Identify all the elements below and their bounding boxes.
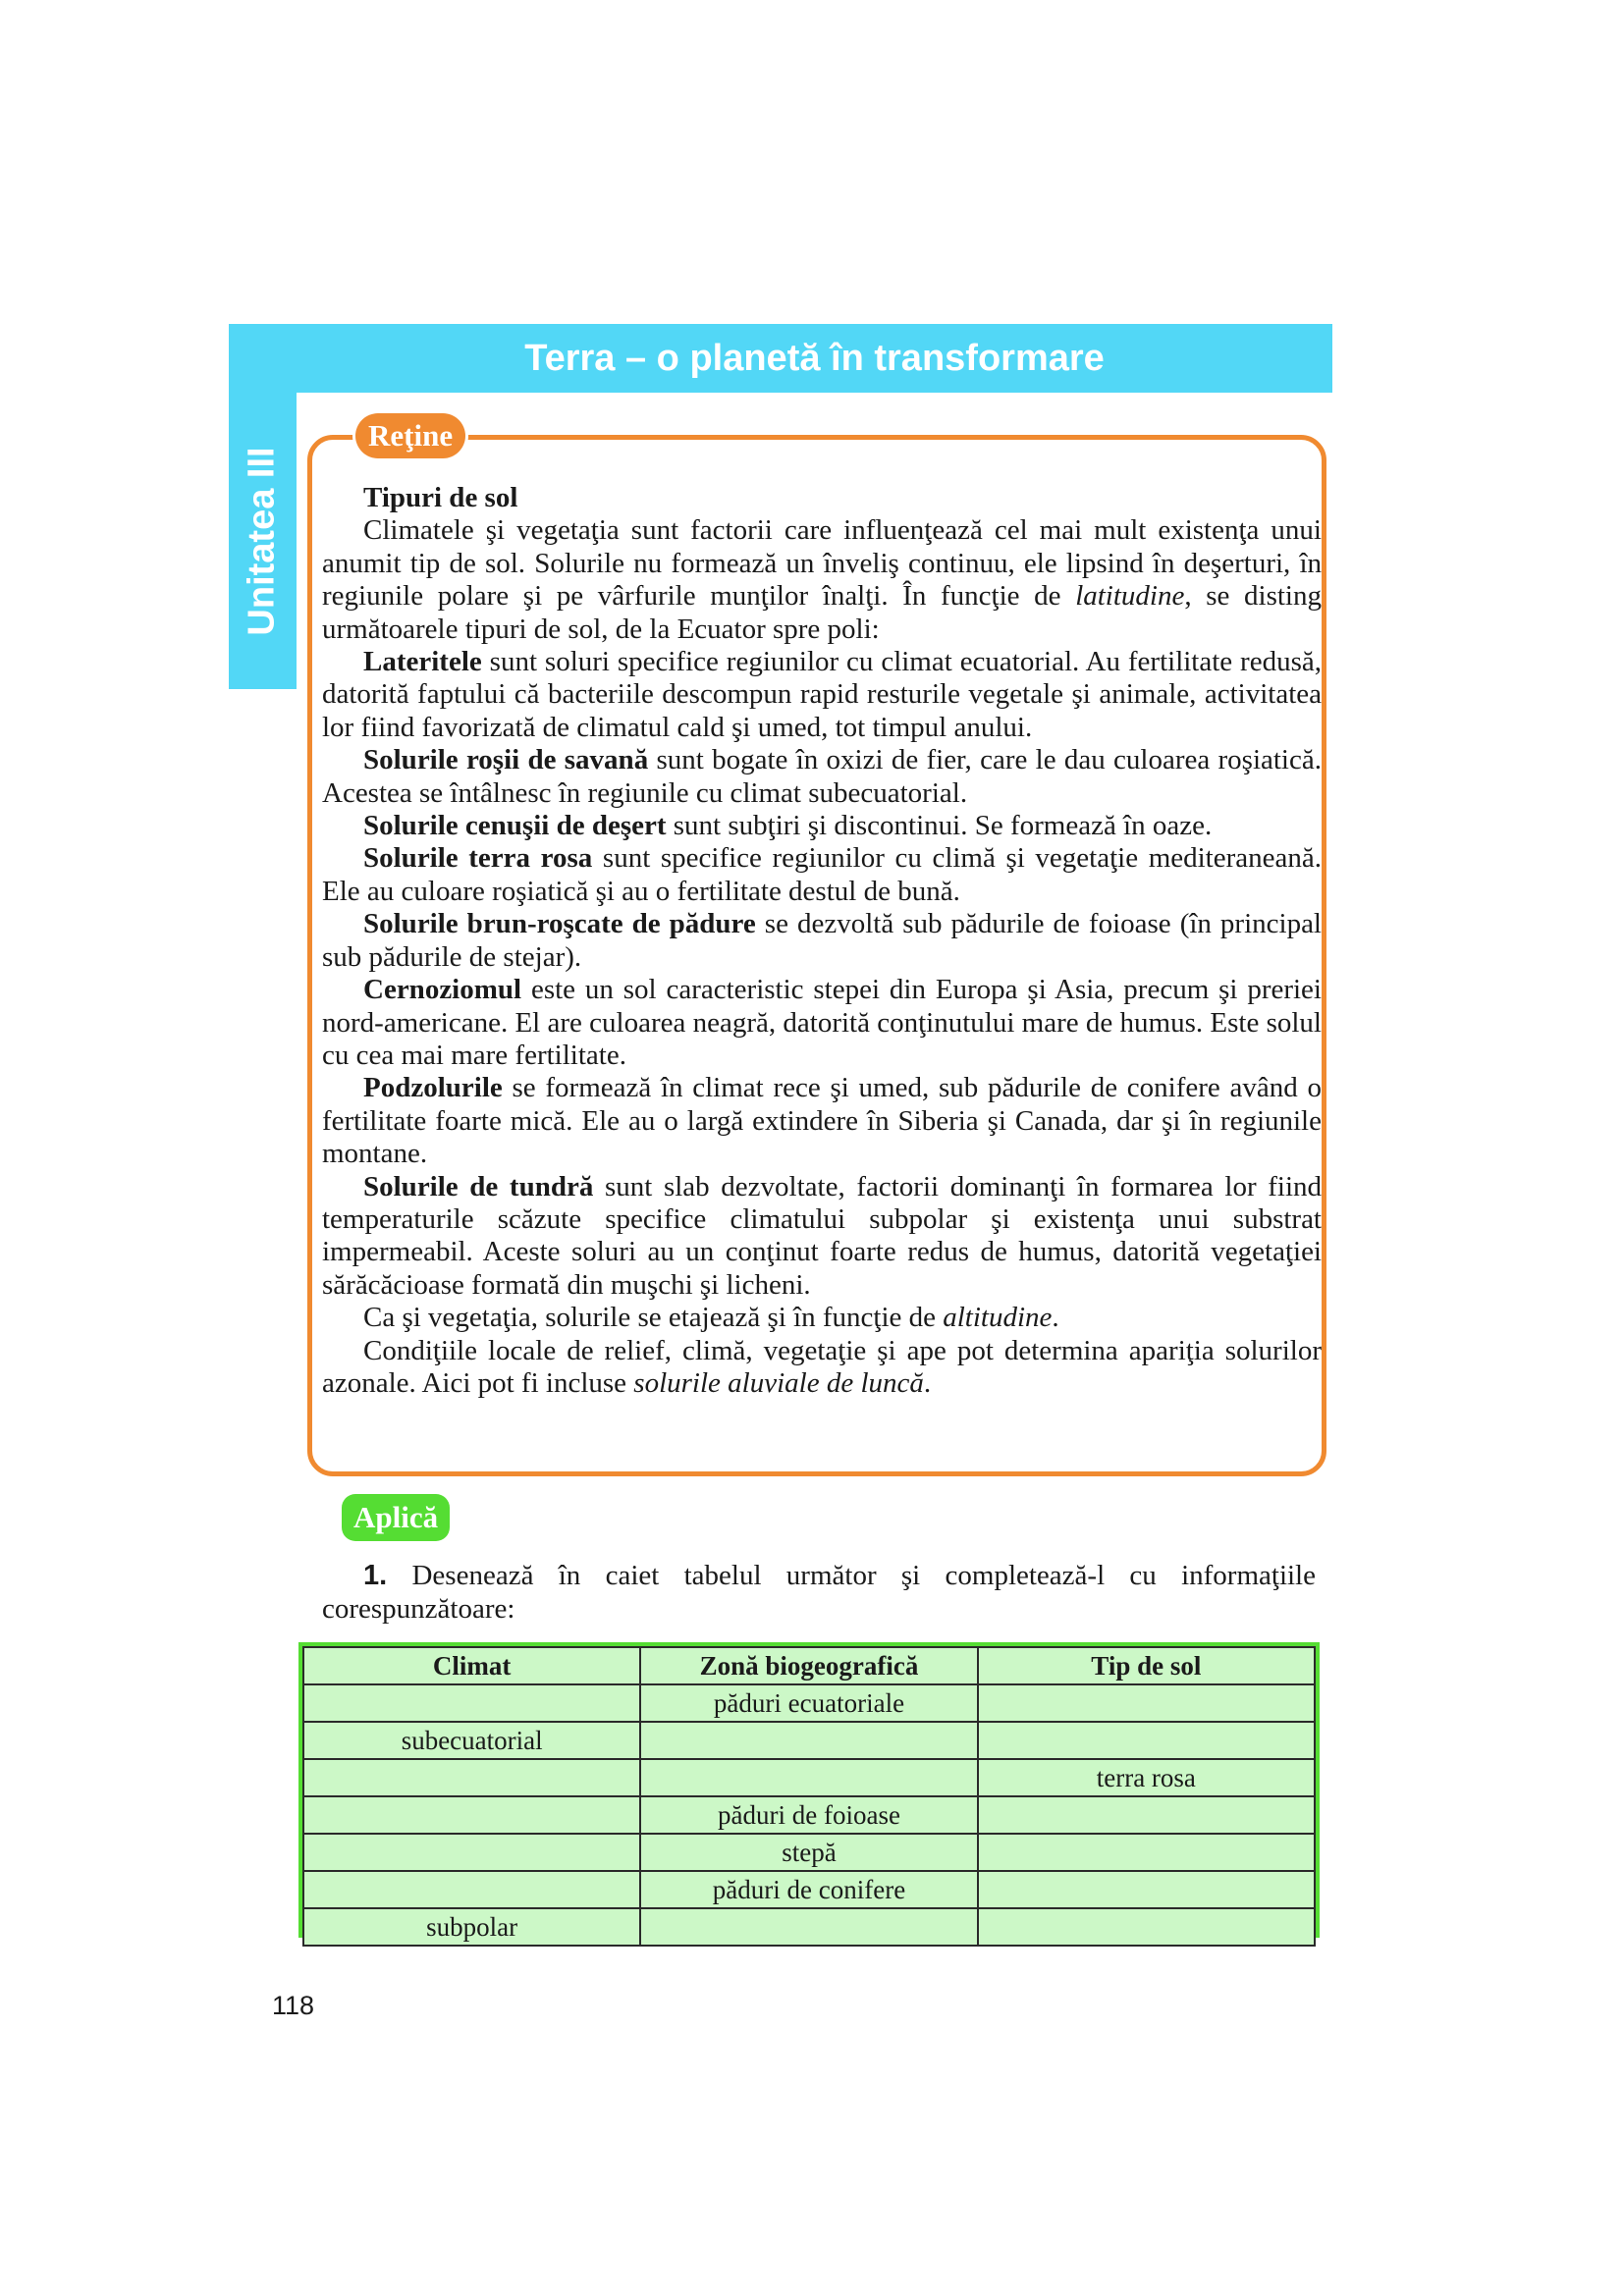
soil-paragraph-terra-rosa: Solurile terra rosa sunt specifice regiunilor cu climă şi vegetaţie mediteraneană. Ele au culoare roşiatică şi au o fertilitate destul de bună.: [322, 842, 1322, 907]
aplica-badge: Aplică: [342, 1494, 450, 1541]
table-cell: [978, 1684, 1315, 1722]
table-cell: stepă: [640, 1834, 977, 1871]
table-row: [303, 1908, 1315, 1946]
table-cell: [978, 1722, 1315, 1759]
table-header-row: [303, 1647, 1315, 1684]
unit-label: [229, 393, 297, 689]
table-cell: terra rosa: [978, 1759, 1315, 1796]
soil-paragraph-brun-roscate: Solurile brun-roşcate de pădure se dezvoltă sub pădurile de foioase (în principal sub pădurile de stejar).: [322, 908, 1322, 973]
table-cell: [640, 1759, 977, 1796]
soil-table-grid: [302, 1646, 1316, 1947]
table-row: [303, 1684, 1315, 1722]
soil-paragraph-desert: Solurile cenuşii de deşert sunt subţiri şi discontinui. Se formează în oaze.: [363, 810, 1213, 842]
table-cell: [640, 1722, 977, 1759]
table-cell: păduri de conifere: [640, 1871, 977, 1908]
table-row: [303, 1796, 1315, 1834]
retine-content: [322, 482, 1322, 1400]
soil-paragraph-savana: Solurile roşii de savană sunt bogate în oxizi de fier, care le dau culoarea roşiatică. Acestea se întâlnesc în regiunile cu climat subecuatorial.: [322, 744, 1322, 809]
table-cell: [303, 1759, 640, 1796]
soil-table: [298, 1642, 1320, 1942]
table-cell: [640, 1908, 977, 1946]
retine-badge: Reţine: [355, 413, 465, 458]
table-cell: [303, 1834, 640, 1871]
unit-label-text: Unitatea III: [242, 446, 283, 636]
table-cell: [978, 1834, 1315, 1871]
table-cell: subecuatorial: [303, 1722, 640, 1759]
table-cell: păduri de foioase: [640, 1796, 977, 1834]
exercise-text: 1. Desenează în caiet tabelul următor şi completează-l cu informaţiile corespunzătoare:: [322, 1560, 1316, 1625]
soil-paragraph-cernoziom: Cernoziomul este un sol caracteristic stepei din Europa şi Asia, precum şi preriei nord-americane. El are culoarea neagră, datorită conţinutului mare de humus. Este solul cu cea mai mare fertilitate.: [322, 974, 1322, 1071]
azonal-paragraph: Condiţiile locale de relief, climă, vegetaţie şi ape pot determina apariţia solurilor azonale. Aici pot fi incluse solurile aluviale de luncă.: [322, 1334, 1322, 1399]
table-cell: păduri ecuatoriale: [640, 1684, 977, 1722]
section-heading: Tipuri de sol: [363, 482, 518, 513]
column-header: Climat: [303, 1647, 640, 1684]
table-cell: [978, 1796, 1315, 1834]
page-number: 118: [272, 1991, 315, 2020]
table-cell: [303, 1684, 640, 1722]
table-row: [303, 1722, 1315, 1759]
table-cell: [303, 1796, 640, 1834]
exercise-number: 1.: [363, 1560, 388, 1591]
intro-paragraph: Climatele şi vegetaţia sunt factorii care influenţează cel mai mult existenţa unui anumit tip de sol. Solurile nu formează un înveliş continuu, ele lipsind în deşerturi, în regiunile polare şi pe vârfurile munţilor înalţi. În funcţie de latitudine, se disting următoarele tipuri de sol, de la Ecuator spre poli:: [322, 514, 1322, 645]
table-cell: [978, 1908, 1315, 1946]
column-header: Tip de sol: [978, 1647, 1315, 1684]
table-row: [303, 1759, 1315, 1796]
table-cell: subpolar: [303, 1908, 640, 1946]
table-cell: [303, 1871, 640, 1908]
table-cell: [978, 1871, 1315, 1908]
soil-paragraph-podzol: Podzolurile se formează în climat rece şi umed, sub pădurile de conifere având o fertilitate foarte mică. Ele au o largă extindere în Siberia şi Canada, dar şi în regiunile montane.: [322, 1072, 1322, 1170]
table-row: [303, 1834, 1315, 1871]
table-row: [303, 1871, 1315, 1908]
page-title: Terra – o planetă în transformare: [524, 338, 1105, 379]
altitude-paragraph: Ca şi vegetaţia, solurile se etajează şi în funcţie de altitudine.: [363, 1302, 1059, 1334]
soil-paragraph-laterite: Lateritele sunt soluri specifice regiunilor cu climat ecuatorial. Au fertilitate redusă, datorită faptului că bacteriile descompun rapid resturile vegetale şi animale, activitatea lor fiind favorizată de climatul cald şi umed, tot timpul anului.: [322, 646, 1322, 743]
column-header: Zonă biogeografică: [640, 1647, 977, 1684]
soil-paragraph-tundra: Solurile de tundră sunt slab dezvoltate, factorii dominanţi în formarea lor fiind temperaturile scăzute specifice climatului subpolar şi existenţa unui substrat impermeabil. Aceste soluri au un conţinut foarte redus de humus, datorită vegetaţiei sărăcăcioase formată din muşchi şi licheni.: [322, 1170, 1323, 1301]
